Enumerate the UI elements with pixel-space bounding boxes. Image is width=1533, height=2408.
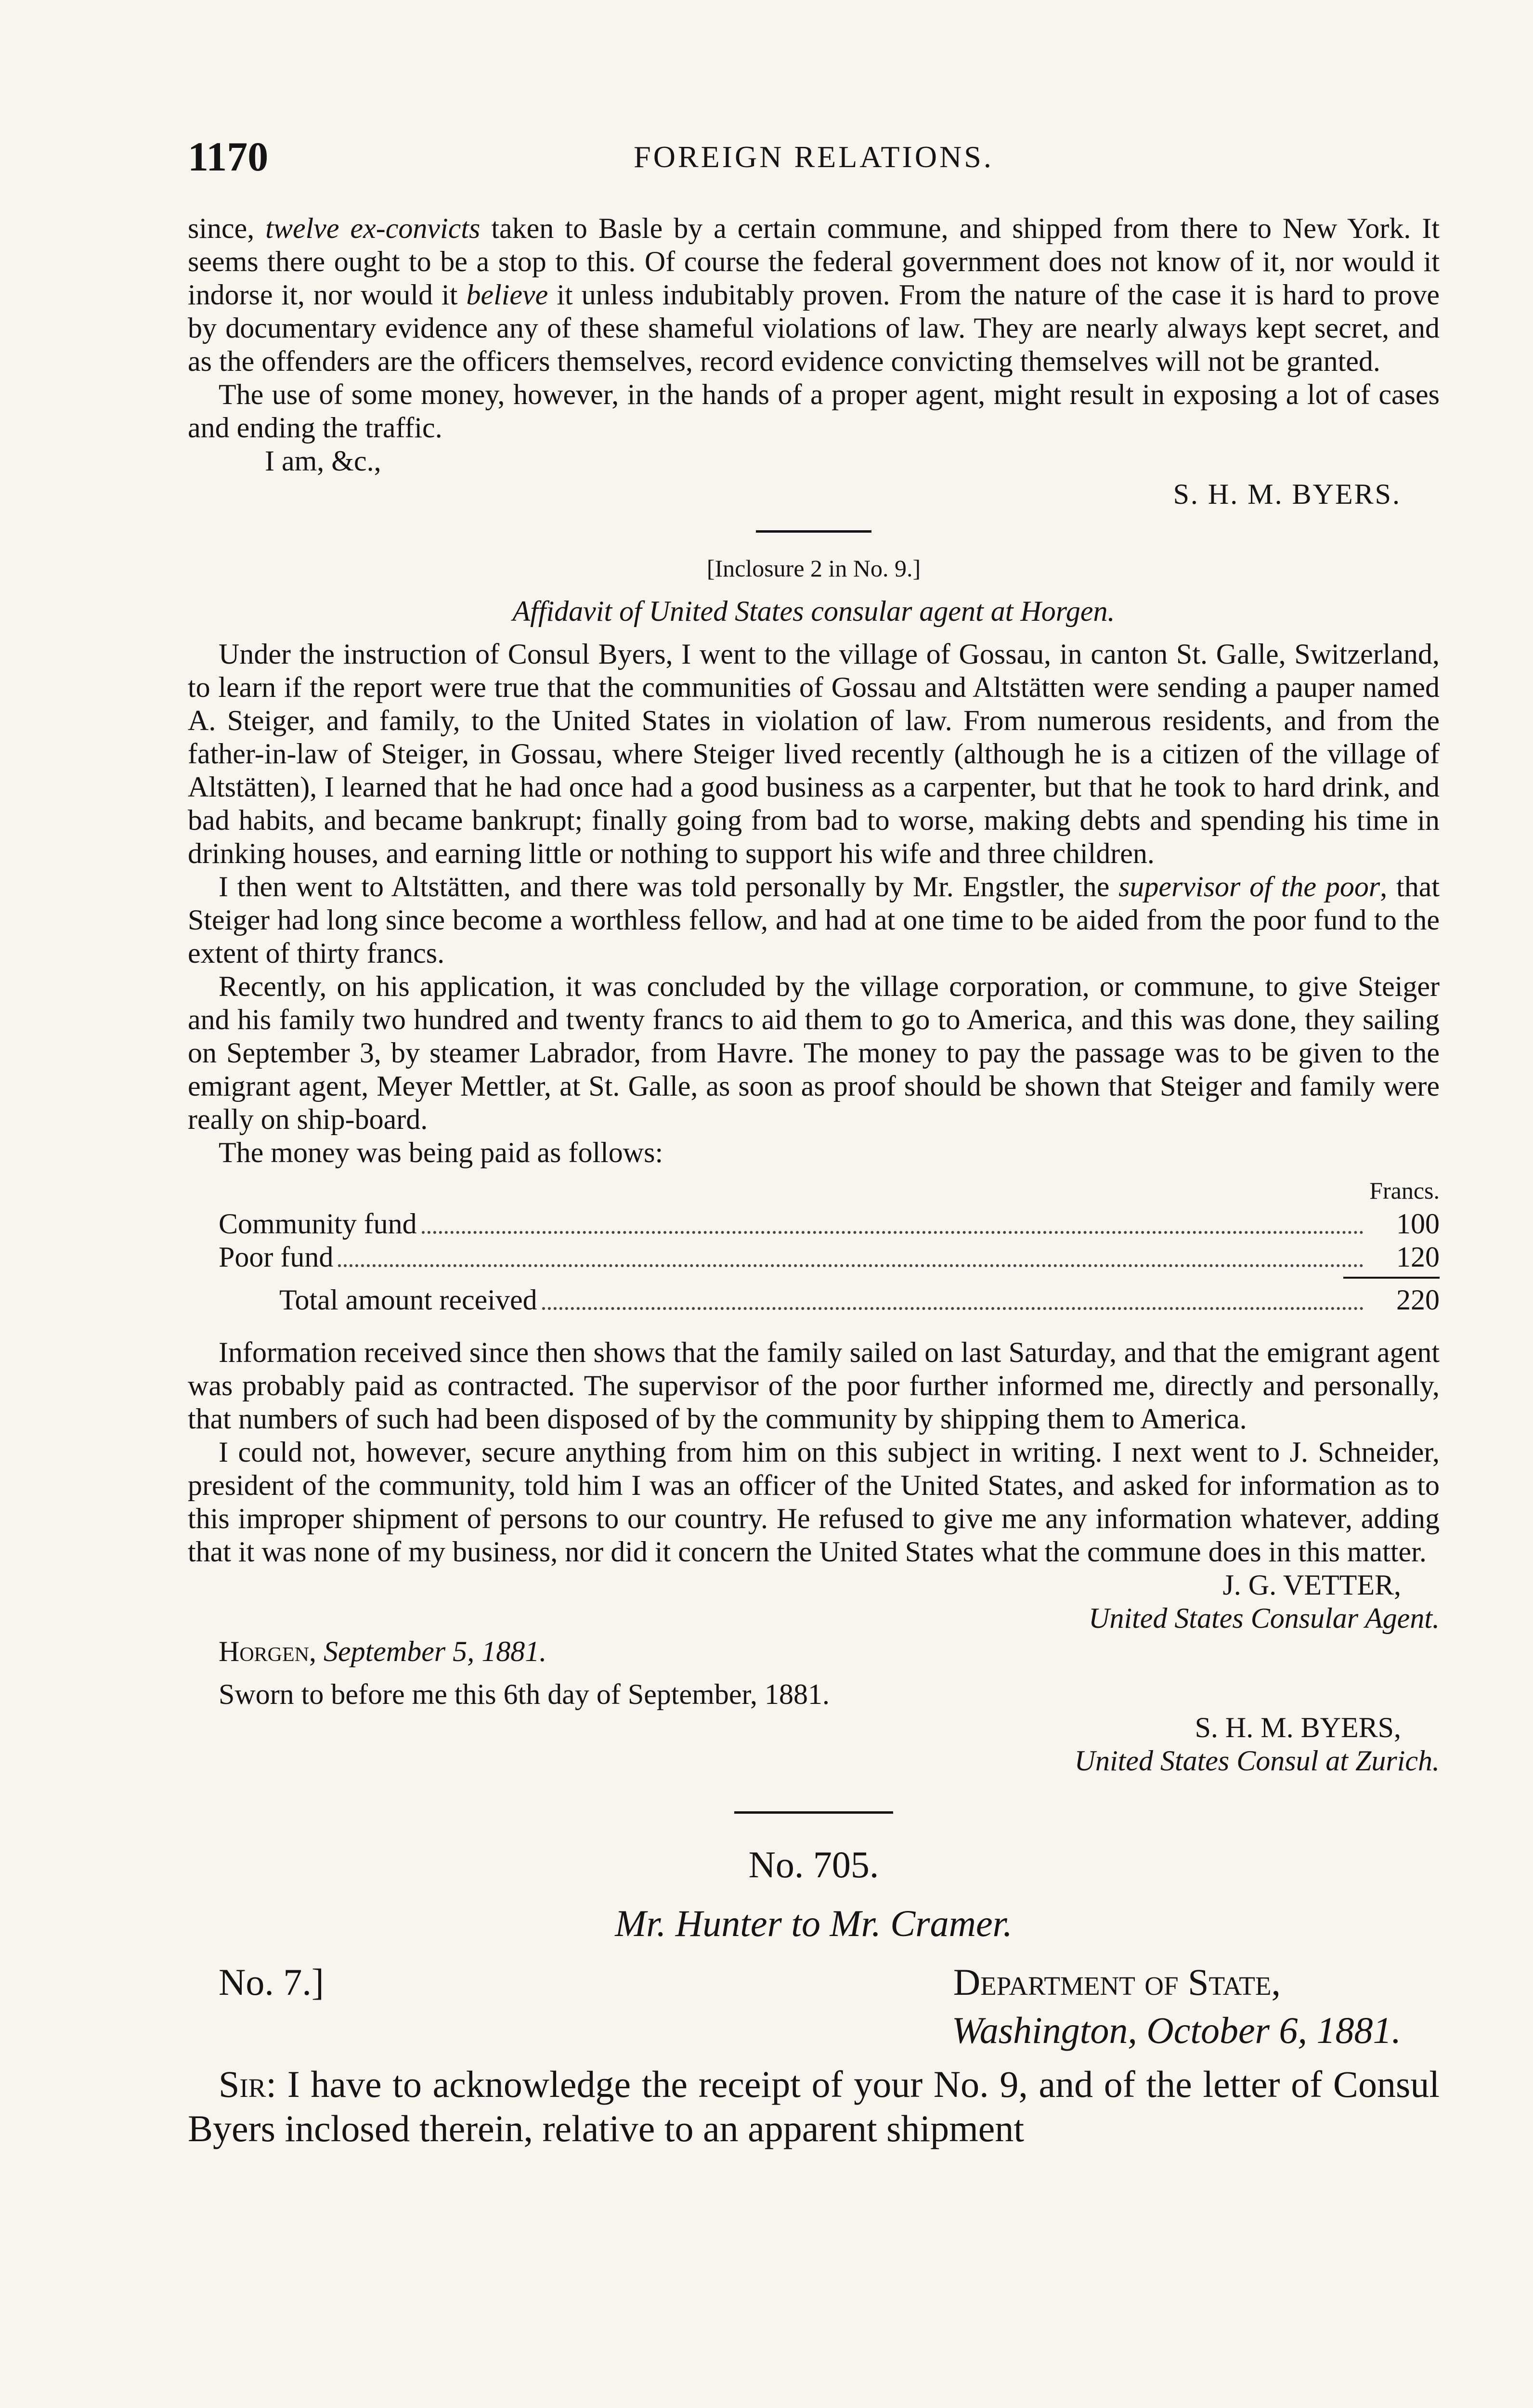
agent-title: United States Consular Agent. (1089, 1602, 1440, 1634)
page-header (188, 132, 1440, 185)
consul-signature: S. H. M. BYERS, (1195, 1712, 1401, 1743)
affidavit-paragraph-6: I could not, however, secure anything from him on this subject in writing. I next went to J. Schneider, president of the community, told him I was an officer of the United States, and asked for information as to this improper shipment of persons to our country. He refused to give me any information whatever, adding that it was none of my business, nor did it concern the United States what the commune does in this matter. (188, 1436, 1440, 1568)
table-row: Community fund 100 (219, 1208, 1440, 1240)
letter-paragraph-2: The use of some money, however, in the hands of a proper agent, might result in exposing a lot of cases and ending the traffic. (188, 379, 1440, 444)
document-subheading: Mr. Hunter to Mr. Cramer. (615, 1902, 1013, 1944)
section-divider (756, 530, 871, 533)
affidavit-place-date: Horgen, September 5, 1881. (219, 1636, 547, 1667)
letter-paragraph-1: since, twelve ex-convicts taken to Basle by a certain commune, and shipped from there to New York. It seems there ought to be a stop to this. Of course the federal government does not know of it, nor would it indorse it, nor would it believe it unless indubitably proven. From the nature of the case it is hard to prove by documentary evidence any of these shameful violations of law. They are nearly always kept secret, and as the offenders are the officers themselves, record evidence convicting themselves will not be granted. (188, 212, 1440, 377)
page-content (188, 212, 1440, 2151)
dispatch-heading (188, 1960, 1440, 2008)
document-number: No. 705. (748, 1844, 879, 1885)
running-head: FOREIGN RELATIONS. (634, 140, 994, 174)
affidavit-paragraph-5: Information received since then shows that the family sailed on last Saturday, and that the emigrant agent was probably paid as contracted. The supervisor of the poor further informed me, directly and personally, that numbers of such had been disposed of by the community by shipping them to America. (188, 1336, 1440, 1435)
agent-signature: J. G. VETTER, (1222, 1569, 1401, 1601)
affidavit-paragraph-3: Recently, on his application, it was concluded by the village corporation, or commune, to give Steiger and his family two hundred and twenty francs to aid them to go to America, and this was done, they sailing on September 3, by steamer Labrador, from Havre. The money to pay the passage was to be given to the emigrant agent, Meyer Mettler, at St. Galle, as soon as proof should be shown that Steiger and family were really on ship-board. (188, 970, 1440, 1135)
consul-title: United States Consul at Zurich. (1074, 1745, 1440, 1777)
inclosure-label: [Inclosure 2 in No. 9.] (706, 555, 921, 582)
table-header: Francs. (1369, 1177, 1440, 1204)
letter-signature: S. H. M. BYERS. (1173, 478, 1401, 510)
payment-table (188, 1174, 1440, 1317)
section-divider (734, 1811, 893, 1814)
inclosure-title: Affidavit of United States consular agent at Horgen. (512, 595, 1115, 627)
page-number: 1170 (188, 133, 269, 180)
dispatch-place-date: Washington, October 6, 1881. (951, 2009, 1401, 2051)
dispatch-body: Sir: I have to acknowledge the receipt of your No. 9, and of the letter of Consul Byers inclosed therein, relative to an apparent shipment (188, 2063, 1440, 2149)
table-row: Poor fund 120 (219, 1241, 1440, 1273)
dispatch-reference: No. 7.] (219, 1961, 324, 2003)
sworn-statement: Sworn to before me this 6th day of September, 1881. (219, 1678, 830, 1710)
affidavit-paragraph-2: I then went to Altstätten, and there was told personally by Mr. Engstler, the supervisor of the poor, that Steiger had long since become a worthless fellow, and had at one time to be aided from the poor fund to the extent of thirty francs. (188, 871, 1440, 969)
table-total-row: Total amount received 220 (279, 1284, 1440, 1316)
total-rule (1343, 1277, 1440, 1279)
affidavit-paragraph-1: Under the instruction of Consul Byers, I went to the village of Gossau, in canton St. Galle, Switzerland, to learn if the report were true that the communities of Gossau and Altstätten were sending a pauper named A. Steiger, and family, to the United States in violation of law. From numerous residents, and from the father-in-law of Steiger, in Gossau, where Steiger lived recently (although he is a citizen of the village of Altstätten), I learned that he had once had a good business as a carpenter, but that he took to hard drink, and bad habits, and became bankrupt; finally going from bad to worse, making debts and spending his time in drinking houses, and earning little or nothing to support his wife and three children. (188, 638, 1440, 869)
letter-closing: I am, &c., (265, 445, 381, 477)
affidavit-paragraph-4: The money was being paid as follows: (219, 1137, 663, 1168)
department-name: Department of State, (953, 1961, 1281, 2003)
